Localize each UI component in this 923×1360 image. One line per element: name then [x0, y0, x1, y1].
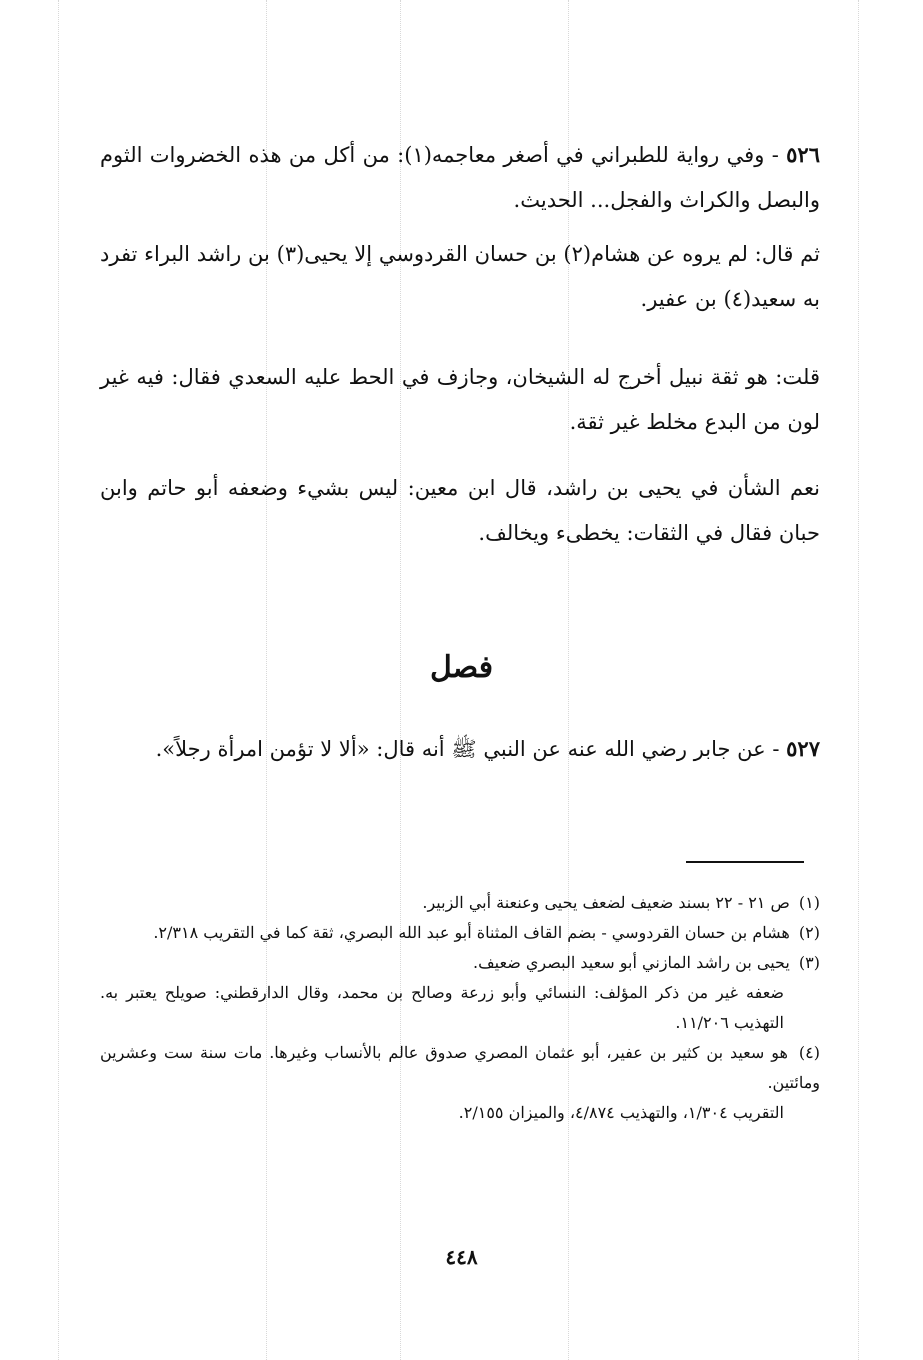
- footnote-marker: (٣): [798, 953, 820, 972]
- footnote-1: [100, 888, 820, 918]
- footnote-text: هو سعيد بن كثير بن عفير، أبو عثمان المصري صدوق عالم بالأنساب وغيرها. مات سنة ست وعشرين ومائتين.: [100, 1043, 820, 1092]
- footnote-text: هشام بن حسان القردوسي - بضم القاف المثناة أبو عبد الله البصري، ثقة كما في التقريب ٢/٣١٨.: [153, 923, 790, 942]
- entry-number: ٥٢٧: [786, 736, 820, 761]
- footnote-3-continuation: ضعفه غير من ذكر المؤلف: النسائي وأبو زرعة وصالح بن محمد، وقال الدارقطني: صويلح يعتبر به. التهذيب ١١/٢٠٦.: [100, 983, 784, 1032]
- entry-527: [100, 726, 820, 772]
- footnote-separator: [686, 861, 804, 863]
- page-number: ٤٤٨: [445, 1245, 478, 1269]
- footnote-2: [100, 918, 820, 948]
- paragraph-text: قلت: هو ثقة نبيل أخرج له الشيخان، وجازف في الحط عليه السعدي فقال: فيه غير لون من البدع مخلط غير ثقة.: [100, 365, 820, 434]
- paragraph-author-note: [100, 355, 820, 445]
- footnote-marker: (٤): [798, 1043, 821, 1062]
- footnote-text: يحيى بن راشد المازني أبو سعيد البصري ضعيف.: [473, 953, 790, 972]
- footnote-marker: (٢): [798, 923, 820, 942]
- footnotes: [100, 888, 820, 1128]
- footnote-3: [100, 948, 820, 978]
- section-heading: فصل: [429, 650, 494, 685]
- paragraph-narrators: [100, 232, 820, 322]
- footnote-marker: (١): [798, 893, 820, 912]
- paragraph-text: ثم قال: لم يروه عن هشام(٢) بن حسان القردوسي إلا يحيى(٣) بن راشد البراء تفرد به سعيد(٤) بن عفير.: [100, 242, 821, 311]
- entry-number: ٥٢٦: [786, 142, 820, 167]
- footnote-text: ص ٢١ - ٢٢ بسند ضعيف لضعف يحيى وعنعنة أبي الزبير.: [422, 893, 790, 912]
- entry-text: - وفي رواية للطبراني في أصغر معاجمه(١): من أكل من هذه الخضروات الثوم والبصل والكراث والفجل... الحديث.: [100, 143, 820, 212]
- footnote-4-continuation: التقريب ١/٣٠٤، والتهذيب ٤/٨٧٤، والميزان ٢/١٥٥.: [458, 1103, 784, 1122]
- paragraph-text: نعم الشأن في يحيى بن راشد، قال ابن معين: ليس بشيء وضعفه أبو حاتم وابن حبان فقال في الثقات: يخطىء ويخالف.: [100, 476, 820, 545]
- paragraph-yahya: [100, 466, 820, 556]
- footnote-4: [100, 1038, 820, 1098]
- entry-text: - عن جابر رضي الله عنه عن النبي ﷺ أنه قال: «ألا لا تؤمن امرأة رجلاً».: [155, 737, 787, 761]
- entry-526: [100, 132, 820, 223]
